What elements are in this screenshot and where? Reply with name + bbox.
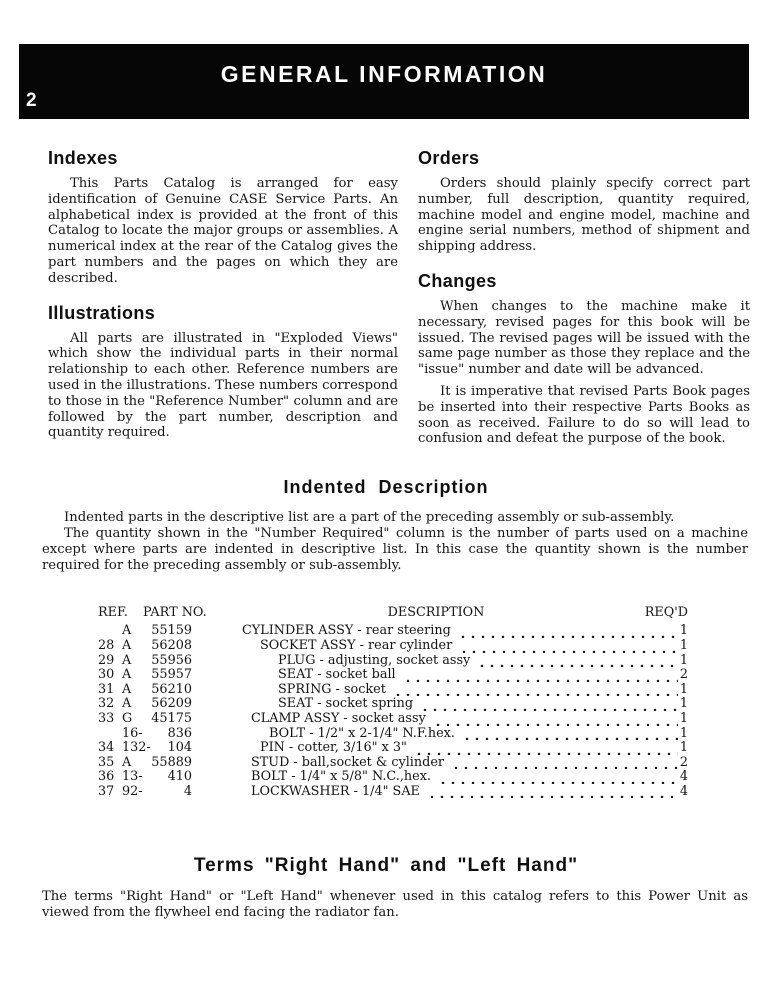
changes-paragraph-1: When changes to the machine make it necessary, revised pages for this book will be issued. The revised pages will be issued with the same page number as those they replace and the "issue" number and date will be advanced. (418, 298, 750, 378)
reqd-cell: 1 (679, 725, 688, 741)
part-number-cell: 836 (167, 725, 192, 741)
description-text: SEAT - socket ball (278, 667, 396, 683)
section-indexes (48, 148, 398, 287)
column-header-part-no: PART NO. (143, 605, 207, 621)
description-text: LOCKWASHER - 1/4" SAE (251, 783, 420, 799)
part-number-cell: 55159 (151, 623, 192, 639)
indented-description-paragraph-2: The quantity shown in the "Number Required" column is the number of parts used on a machine except where parts are indented in descriptive list. In this case the quantity shown is the number required for the preceding assembly or sub-assembly. (42, 525, 748, 573)
part-prefix-cell: A (122, 696, 132, 712)
table-row (98, 624, 688, 639)
dot-leader (459, 736, 678, 740)
description-cell (192, 712, 688, 727)
ref-cell: 34 (98, 740, 115, 756)
description-cell (192, 727, 688, 742)
left-column (48, 148, 398, 453)
part-number-cell: 56208 (151, 637, 192, 653)
description-text: BOLT - 1/4" x 5/8" N.C.,hex. (251, 769, 431, 785)
reqd-cell: 2 (679, 754, 688, 770)
ref-cell: 28 (98, 637, 115, 653)
part-number-cell: 55957 (151, 667, 192, 683)
dot-leader (424, 794, 678, 798)
dot-leader (430, 722, 678, 726)
description-cell (192, 697, 688, 712)
description-text: STUD - ball,socket & cylinder (251, 754, 445, 770)
ref-cell: 32 (98, 696, 115, 712)
column-header-description: DESCRIPTION (387, 605, 485, 621)
part-prefix-cell: A (122, 623, 132, 639)
description-cell (192, 741, 688, 756)
table-row (98, 683, 688, 698)
part-number-cell: 45175 (151, 710, 192, 726)
indented-description-paragraph-1: Indented parts in the descriptive list are a part of the preceding assembly or sub-assembly. (64, 510, 675, 526)
ref-cell: 33 (98, 710, 115, 726)
indented-description-heading: Indented Description (283, 477, 489, 498)
illustrations-heading: Illustrations (48, 302, 156, 323)
table-row (98, 785, 688, 800)
description-cell (192, 756, 688, 771)
part-prefix-cell: A (122, 667, 132, 683)
part-prefix-cell: 132- (122, 740, 151, 756)
description-text: PLUG - adjusting, socket assy (278, 652, 471, 668)
ref-cell (98, 624, 122, 639)
dot-leader (474, 663, 678, 667)
dot-leader (390, 692, 678, 696)
section-terms (0, 855, 772, 921)
description-text: BOLT - 1/2" x 2-1/4" N.F.hex. (269, 725, 455, 741)
part-prefix-cell: A (122, 637, 132, 653)
terms-heading: Terms "Right Hand" and "Left Hand" (193, 855, 579, 877)
orders-paragraph: Orders should plainly specify correct part number, full description, quantity required, machine model and engine model, machine and engine serial numbers, method of shipment and shipping address. (418, 176, 750, 255)
part-number-cell: 4 (183, 783, 192, 799)
ref-cell: 29 (98, 652, 115, 668)
table-row (98, 741, 688, 756)
description-cell (192, 770, 688, 785)
section-orders (418, 148, 750, 255)
dot-leader (455, 634, 678, 638)
changes-heading: Changes (418, 270, 497, 291)
part-prefix-cell: 92- (122, 783, 143, 799)
table-row (98, 697, 688, 712)
table-row (98, 712, 688, 727)
reqd-cell: 4 (679, 783, 688, 799)
description-text: SPRING - socket (278, 681, 386, 697)
description-cell (192, 654, 688, 669)
table-row (98, 639, 688, 654)
description-text: CYLINDER ASSY - rear steering (242, 623, 451, 639)
description-cell (192, 639, 688, 654)
reqd-cell: 1 (679, 696, 688, 712)
part-prefix-cell: 13- (122, 769, 143, 785)
description-text: SEAT - socket spring (278, 696, 414, 712)
changes-paragraph-2: It is imperative that revised Parts Book pages be inserted into their respective Parts Books as soon as received. Failure to do so will lead to confusion and defeat the purpose of the book. (418, 383, 750, 447)
column-header-reqd: REQ'D (644, 605, 688, 621)
part-prefix-cell: G (122, 710, 133, 726)
page-content (0, 119, 772, 927)
table-row (98, 756, 688, 771)
two-column-area (48, 148, 750, 453)
terms-text (42, 889, 748, 921)
part-number-cell: 104 (167, 740, 192, 756)
part-number-cell: 55956 (151, 652, 192, 668)
parts-table (98, 605, 688, 799)
indexes-paragraph: This Parts Catalog is arranged for easy identification of Genuine CASE Service Parts. An alphabetical index is provided at the front of this Catalog to locate the major groups or assemblies. A numerical index at the rear of the Catalog gives the part numbers and the pages on which they are described. (48, 176, 398, 286)
dot-leader (400, 678, 678, 682)
illustrations-paragraph: All parts are illustrated in "Exploded Views" which show the individual parts in their normal relationship to each other. Reference numbers are used in the illustrations. These numbers correspond to those in the "Reference Number" column and are followed by the part number, description and quantity required. (48, 330, 398, 441)
part-number-cell: 56210 (151, 681, 192, 697)
parts-table-body (98, 624, 688, 799)
ref-cell: 35 (98, 754, 115, 770)
part-number-cell: 56209 (151, 696, 192, 712)
description-text: PIN - cotter, 3/16" x 3" (260, 740, 407, 756)
dot-leader (448, 765, 678, 769)
reqd-cell: 1 (679, 652, 688, 668)
dot-leader (435, 780, 678, 784)
description-text: SOCKET ASSY - rear cylinder (260, 637, 453, 653)
dot-leader (411, 751, 678, 755)
description-cell (192, 668, 688, 683)
description-cell (192, 785, 688, 800)
part-prefix-cell: A (122, 754, 132, 770)
dot-leader (417, 707, 678, 711)
part-number-cell: 410 (167, 769, 192, 785)
section-illustrations (48, 303, 398, 442)
ref-cell: 36 (98, 769, 115, 785)
reqd-cell: 1 (679, 710, 688, 726)
ref-cell (98, 727, 122, 742)
ref-cell: 30 (98, 667, 115, 683)
page-title: GENERAL INFORMATION (220, 61, 548, 87)
right-column (418, 148, 750, 453)
parts-table-header (98, 605, 688, 621)
description-cell (192, 624, 688, 639)
page-number: 2 (26, 90, 37, 111)
part-number-cell: 55889 (151, 754, 192, 770)
reqd-cell: 1 (679, 740, 688, 756)
reqd-cell: 1 (679, 637, 688, 653)
terms-paragraph: The terms "Right Hand" or "Left Hand" whenever used in this catalog refers to this Power Unit as viewed from the flywheel end facing the radiator fan. (42, 889, 748, 921)
part-prefix-cell: 16- (122, 725, 143, 741)
reqd-cell: 2 (679, 667, 688, 683)
description-cell (192, 683, 688, 698)
indented-description-text (42, 510, 748, 573)
reqd-cell: 1 (679, 681, 688, 697)
dot-leader (456, 649, 678, 653)
orders-heading: Orders (418, 148, 480, 168)
indexes-heading: Indexes (48, 148, 118, 168)
section-changes (418, 271, 750, 447)
table-row (98, 668, 688, 683)
table-row (98, 770, 688, 785)
page-header-bar (19, 44, 749, 119)
reqd-cell: 4 (679, 769, 688, 785)
table-row (98, 727, 688, 742)
table-row (98, 654, 688, 669)
reqd-cell: 1 (679, 623, 688, 639)
part-prefix-cell: A (122, 681, 132, 697)
part-prefix-cell: A (122, 652, 132, 668)
column-header-ref: REF. (98, 605, 128, 621)
ref-cell: 37 (98, 783, 115, 799)
ref-cell: 31 (98, 681, 115, 697)
section-indented-description (0, 477, 772, 573)
description-text: CLAMP ASSY - socket assy (251, 710, 426, 726)
